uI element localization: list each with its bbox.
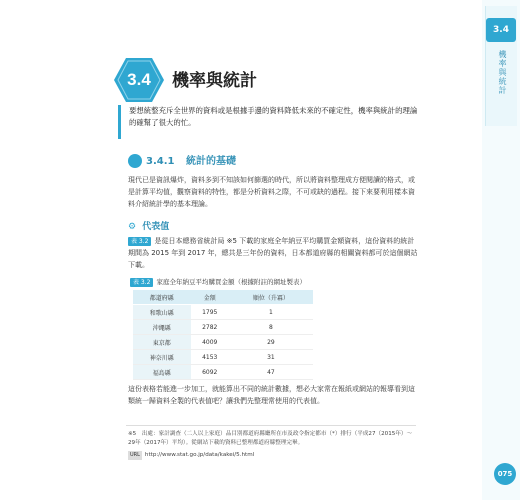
table-cell: 1	[229, 305, 313, 320]
chapter-intro: 要想統整充斥全世界的資料或是根據手邊的資料降低未來的不確定性，機率與統計的理論的確幫了很大的忙。	[118, 105, 419, 139]
table-header-amount: 金額	[191, 290, 229, 305]
table-cell: 47	[229, 365, 313, 380]
footnote-url-link[interactable]: http://www.stat.go.jp/data/kakei/5.html	[144, 452, 255, 458]
section-dot-icon	[128, 154, 142, 168]
chapter-title: 機率與統計	[172, 71, 257, 91]
table-cell: 31	[229, 350, 313, 365]
table-row	[133, 365, 313, 380]
table-row	[133, 350, 313, 365]
table-row	[133, 335, 313, 350]
side-section-number: 3.4	[486, 18, 516, 42]
table-header-prefecture: 都道府縣	[133, 290, 191, 305]
table-cell: 8	[229, 320, 313, 335]
table-cell: 東京都	[133, 335, 191, 350]
section-number: 3.4.1	[146, 156, 175, 167]
subsection-paragraph-text: 是從日本總務省統計局 ※5 下載的家庭全年納豆平均購買金額資料，這份資料的統計期間為 2015 年到 2017 年，總共是三年份的資料，日本都道府縣的相關資料都可於這個網站下載。	[128, 237, 418, 269]
table-cell: 4009	[191, 335, 229, 350]
table-cell: 1795	[191, 305, 229, 320]
table-cell: 29	[229, 335, 313, 350]
table-header-rank: 順位（升冪）	[229, 290, 313, 305]
table-cell: 2782	[191, 320, 229, 335]
table-cell: 4153	[191, 350, 229, 365]
table-row	[133, 320, 313, 335]
table-row	[133, 305, 313, 320]
gear-icon: ⚙	[128, 222, 137, 232]
after-table-paragraph: 這份表格若能進一步加工，就能算出不同的統計數據，想必大家常在報紙或網站的報導看到這類統一歸資料全製的代表值吧？讓我們先整理常使用的代表值。	[128, 385, 415, 405]
chapter-number: 3.4	[127, 70, 151, 89]
table-cell: 神奈川縣	[133, 350, 191, 365]
table-cell: 福島縣	[133, 365, 191, 380]
footnote-text: ※5 出處：家計調查（二人以上家庭）品目別都道府縣廳所在市及政令指定都市（*）排行（平成27（2015年）～29年（2017年）平均）。從網站下載的資料已整理都道府縣整理完畢。	[128, 431, 413, 446]
footnote-url	[128, 451, 418, 460]
page-number: 075	[494, 463, 516, 485]
side-section-label: 機率與統計	[498, 50, 507, 95]
table-ref-tag: 表 3.2	[128, 237, 151, 246]
table-caption	[130, 277, 306, 287]
subsection-paragraph	[128, 235, 418, 271]
subsection-title-text: 代表值	[142, 222, 170, 232]
section-paragraph: 現代已是資訊爆炸，資料多到不知該如何篩選的時代，所以將資料整理成方便閱讀的格式，或是計算平均值，觀察資料的特性，都是分析資料之際，不可或缺的過程。接下來要利用樣本資料介紹統計學的基本理論。	[128, 176, 415, 208]
table-caption-text: 家庭全年納豆平均購買金額（根據附註的網址製表）	[156, 278, 306, 286]
section-title-text: 統計的基礎	[185, 156, 236, 167]
section-title	[146, 152, 236, 167]
table-cell: 6092	[191, 365, 229, 380]
table-cell: 沖繩縣	[133, 320, 191, 335]
footnote-divider	[126, 425, 416, 426]
data-table	[133, 290, 313, 380]
table-caption-tag: 表 3.2	[130, 278, 153, 287]
table-cell: 和歌山縣	[133, 305, 191, 320]
subsection-title	[128, 219, 169, 232]
url-tag: URL	[130, 452, 140, 458]
